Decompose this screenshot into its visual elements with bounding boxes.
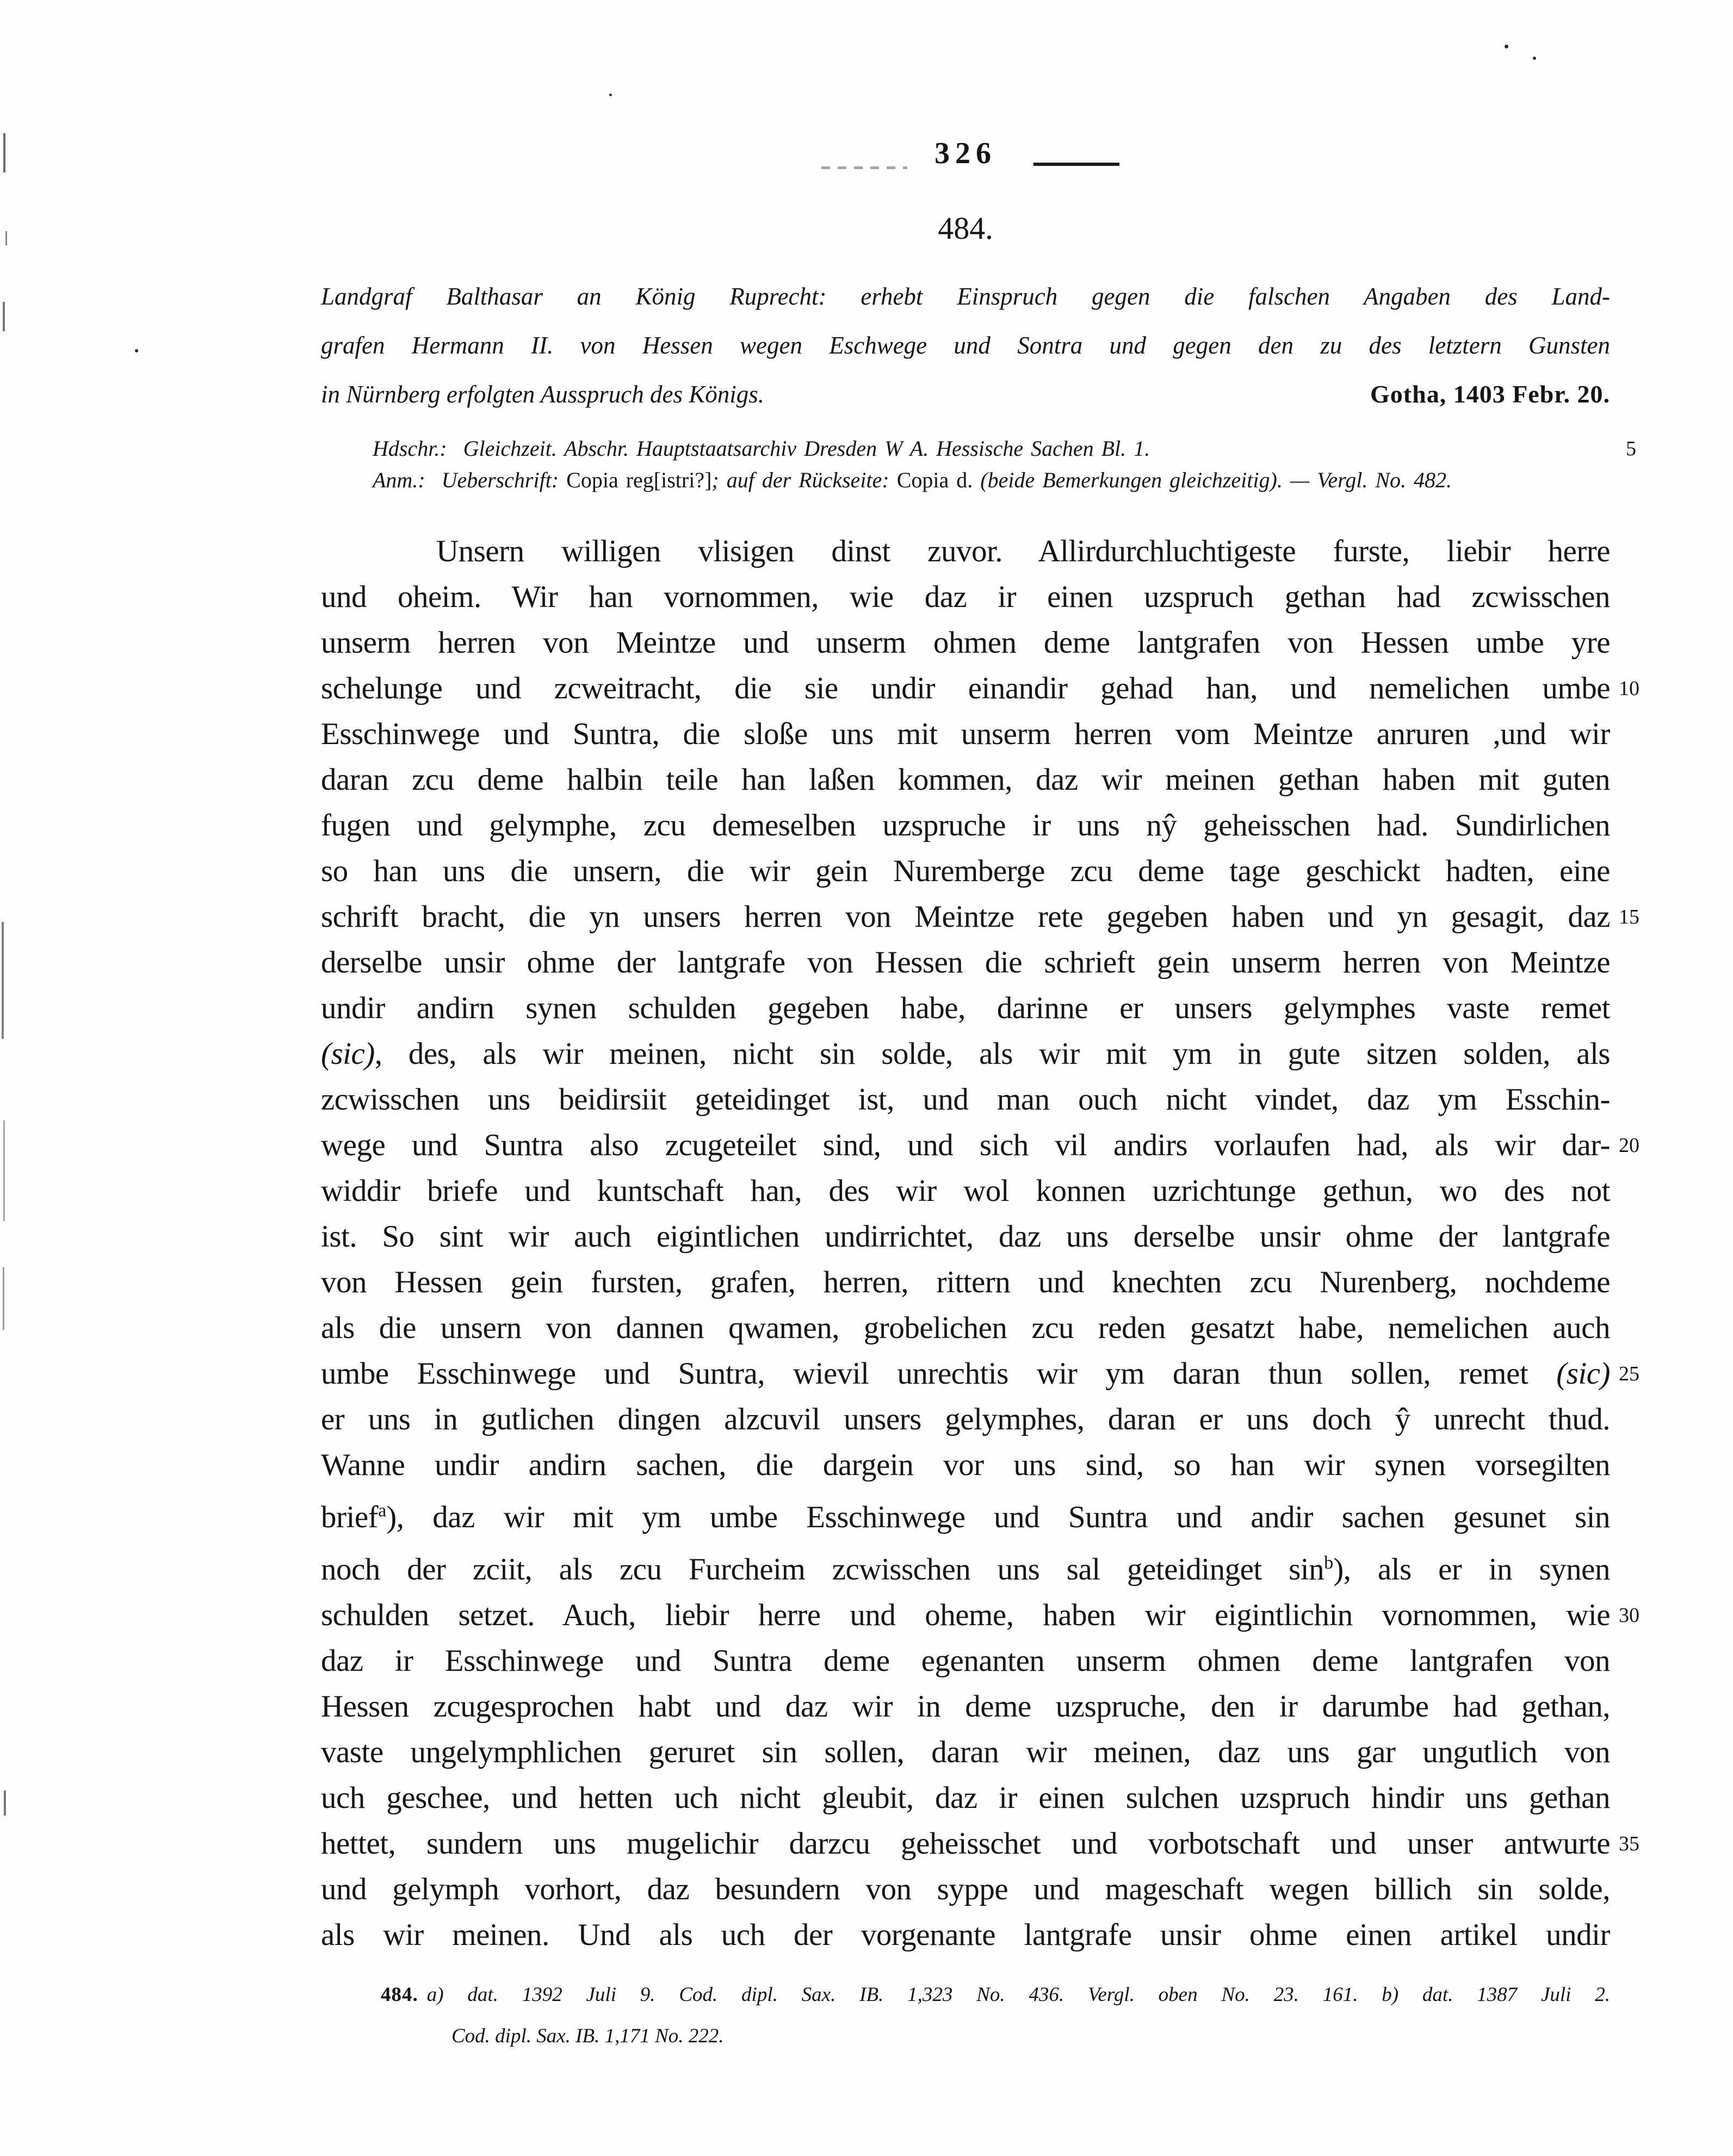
regest-line-text: in Nürnberg erfolgten Ausspruch des Königs. bbox=[321, 381, 765, 408]
body-line: schrift bracht, die yn unsers herren von Meintze rete gegeben haben und yn gesagit, daz 15 bbox=[321, 894, 1610, 940]
body-line: unserm herren von Meintze und unserm ohmen deme lantgrafen von Hessen umbe yre bbox=[321, 625, 1610, 660]
anm-segment: Ueberschrift: bbox=[441, 468, 567, 492]
scan-artifact bbox=[4, 1791, 6, 1816]
hdschr-label: Hdschr.: bbox=[373, 436, 447, 461]
margin-line-number: 30 bbox=[1619, 1604, 1639, 1627]
scan-artifact bbox=[135, 349, 138, 352]
body-line: undir andirn synen schulden gegeben habe, darinne er unsers gelymphes vaste remet bbox=[321, 991, 1610, 1025]
body-line: so han uns die unsern, die wir gein Nuremberge zcu deme tage geschickt hadten, eine bbox=[321, 854, 1610, 888]
apparatus-notes bbox=[321, 433, 1636, 496]
body-line: Hessen zcugesprochen habt und daz wir in deme uzspruche, den ir darumbe had gethan, bbox=[321, 1689, 1610, 1724]
scan-artifact bbox=[3, 133, 5, 172]
body-line: daran zcu deme halbin teile han laßen kommen, daz wir meinen gethan haben mit guten bbox=[321, 763, 1610, 797]
regest-line: grafen Hermann II. von Hessen wegen Eschwege und Sontra und gegen den zu des letztern Gunsten bbox=[321, 332, 1610, 359]
regest-line: Landgraf Balthasar an König Ruprecht: erhebt Einspruch gegen die falschen Angaben des Land- bbox=[321, 283, 1610, 310]
body-line: schelunge und zcweitracht, die sie undir einandir gehad han, und nemelichen umbe 10 bbox=[321, 666, 1610, 711]
regest bbox=[321, 272, 1610, 419]
body-line: brief$^a$), daz wir mit ym umbe Esschinwege und Suntra und andir sachen gesunet sin bbox=[321, 1500, 1610, 1534]
body-line: fugen und gelymphe, zcu demeselben uzspruche ir uns nŷ geheisschen had. Sundirlichen bbox=[321, 808, 1610, 842]
anm-note bbox=[373, 464, 1610, 496]
footnote-entry-number: 484. bbox=[381, 1984, 418, 2006]
body-line: daz ir Esschinwege und Suntra deme egenanten unserm ohmen deme lantgrafen von bbox=[321, 1644, 1610, 1678]
body-line: ist. So sint wir auch eigintlichen undirrichtet, daz uns derselbe unsir ohme der lantgrafe bbox=[321, 1219, 1610, 1254]
margin-line-number: 5 bbox=[1626, 437, 1636, 460]
scan-artifact bbox=[3, 302, 5, 331]
body-line: wege und Suntra also zcugeteilet sind, und sich vil andirs vorlaufen had, als wir dar- 20 bbox=[321, 1123, 1610, 1168]
body-line: derselbe unsir ohme der lantgrafe von Hessen die schrieft gein unserm herren von Meintze bbox=[321, 945, 1610, 980]
body-line: Unsern willigen vlisigen dinst zuvor. Allirdurchluchtigeste furste, liebir herre bbox=[436, 534, 1610, 568]
anm-segment: Copia d. bbox=[896, 468, 981, 492]
scan-artifact bbox=[3, 1267, 4, 1330]
body-line: Wanne undir andirn sachen, die dargein vor uns sind, so han wir synen vorsegilten bbox=[321, 1448, 1610, 1482]
body-line: hettet, sundern uns mugelichir darzcu geheisschet und vorbotschaft und unser antwurte 35 bbox=[321, 1821, 1610, 1867]
text-column bbox=[321, 0, 1639, 2156]
page-number: 326 bbox=[934, 137, 997, 170]
anm-segment: Copia reg[istri?] bbox=[566, 468, 712, 492]
body-line: und gelymph vorhort, daz besundern von syppe und mageschaft wegen billich sin solde, bbox=[321, 1872, 1610, 1906]
body-line: als wir meinen. Und als uch der vorgenante lantgrafe unsir ohme einen artikel undir bbox=[321, 1918, 1610, 1952]
anm-label: Anm.: bbox=[373, 468, 425, 492]
hdschr-text: Gleichzeit. Abschr. Hauptstaatsarchiv Dresden W A. Hessische Sachen Bl. 1. bbox=[463, 436, 1150, 461]
anm-text bbox=[442, 468, 1452, 492]
body-line: umbe Esschinwege und Suntra, wievil unrechtis wir ym daran thun sollen, remet (sic) 25 bbox=[321, 1351, 1610, 1397]
body-line: Esschinwege und Suntra, die sloße uns mit unserm herren vom Meintze anruren ,und wir bbox=[321, 717, 1610, 751]
footnote-line bbox=[451, 2016, 1610, 2057]
footnote-text: Cod. dipl. Sax. IB. 1,171 No. 222. bbox=[451, 2025, 724, 2047]
body-line: als die unsern von dannen qwamen, grobelichen zcu reden gesatzt habe, nemelichen auch bbox=[321, 1311, 1610, 1345]
scan-artifact bbox=[5, 231, 7, 245]
entry-number: 484. bbox=[938, 210, 993, 246]
margin-line-number: 20 bbox=[1619, 1134, 1639, 1157]
body-line: von Hessen gein fursten, grafen, herren, rittern und knechten zcu Nurenberg, nochdeme bbox=[321, 1265, 1610, 1299]
body-line: er uns in gutlichen dingen alzcuvil unsers gelymphes, daran er uns doch ŷ unrecht thud. bbox=[321, 1402, 1610, 1436]
body-line: uch geschee, und hetten uch nicht gleubit, daz ir einen sulchen uzspruch hindir uns gethan bbox=[321, 1781, 1610, 1815]
margin-line-number: 10 bbox=[1619, 677, 1639, 700]
hdschr-note bbox=[373, 433, 1636, 464]
anm-segment: ; auf der Rückseite: bbox=[711, 468, 897, 492]
anm-segment: (beide Bemerkungen gleichzeitig). — Vergl. No. 482. bbox=[980, 468, 1452, 492]
date-place: Gotha, 1403 Febr. 20. bbox=[1370, 380, 1610, 408]
footnotes bbox=[321, 1974, 1610, 2057]
scan-artifact bbox=[3, 1120, 5, 1221]
scan-artifact bbox=[2, 922, 4, 1039]
margin-line-number: 25 bbox=[1619, 1362, 1639, 1385]
footnote-text: a) dat. 1392 Juli 9. Cod. dipl. Sax. IB. 1,323 No. 436. Vergl. oben No. 23. 161. b) dat. 1387 Juli 2. bbox=[426, 1984, 1610, 2006]
body-line: noch der zciit, als zcu Furcheim zcwisschen uns sal geteidinget $\sin^b$), als er in synen bbox=[321, 1552, 1610, 1587]
letter-body bbox=[321, 529, 1639, 1958]
margin-line-number: 15 bbox=[1619, 906, 1639, 928]
regest-line bbox=[321, 370, 1610, 419]
body-line: und oheim. Wir han vornommen, wie daz ir einen uzspruch gethan had zcwisschen bbox=[321, 580, 1610, 614]
body-line: vaste ungelymphlichen geruret sin sollen, daran wir meinen, daz uns gar ungutlich von bbox=[321, 1735, 1610, 1769]
footnote-line bbox=[381, 1974, 1610, 2016]
body-line: (sic), des, als wir meinen, nicht sin solde, als wir mit ym in gute sitzen solden, als bbox=[321, 1037, 1610, 1071]
margin-line-number: 35 bbox=[1619, 1832, 1639, 1855]
body-line: schulden setzet. Auch, liebir herre und oheme, haben wir eigintlichin vornommen, wie 30 bbox=[321, 1593, 1610, 1638]
body-line: zcwisschen uns beidirsiit geteidinget ist, und man ouch nicht vindet, daz ym Esschin- bbox=[321, 1082, 1610, 1117]
body-line: widdir briefe und kuntschaft han, des wir wol konnen uzrichtunge gethun, wo des not bbox=[321, 1174, 1610, 1208]
